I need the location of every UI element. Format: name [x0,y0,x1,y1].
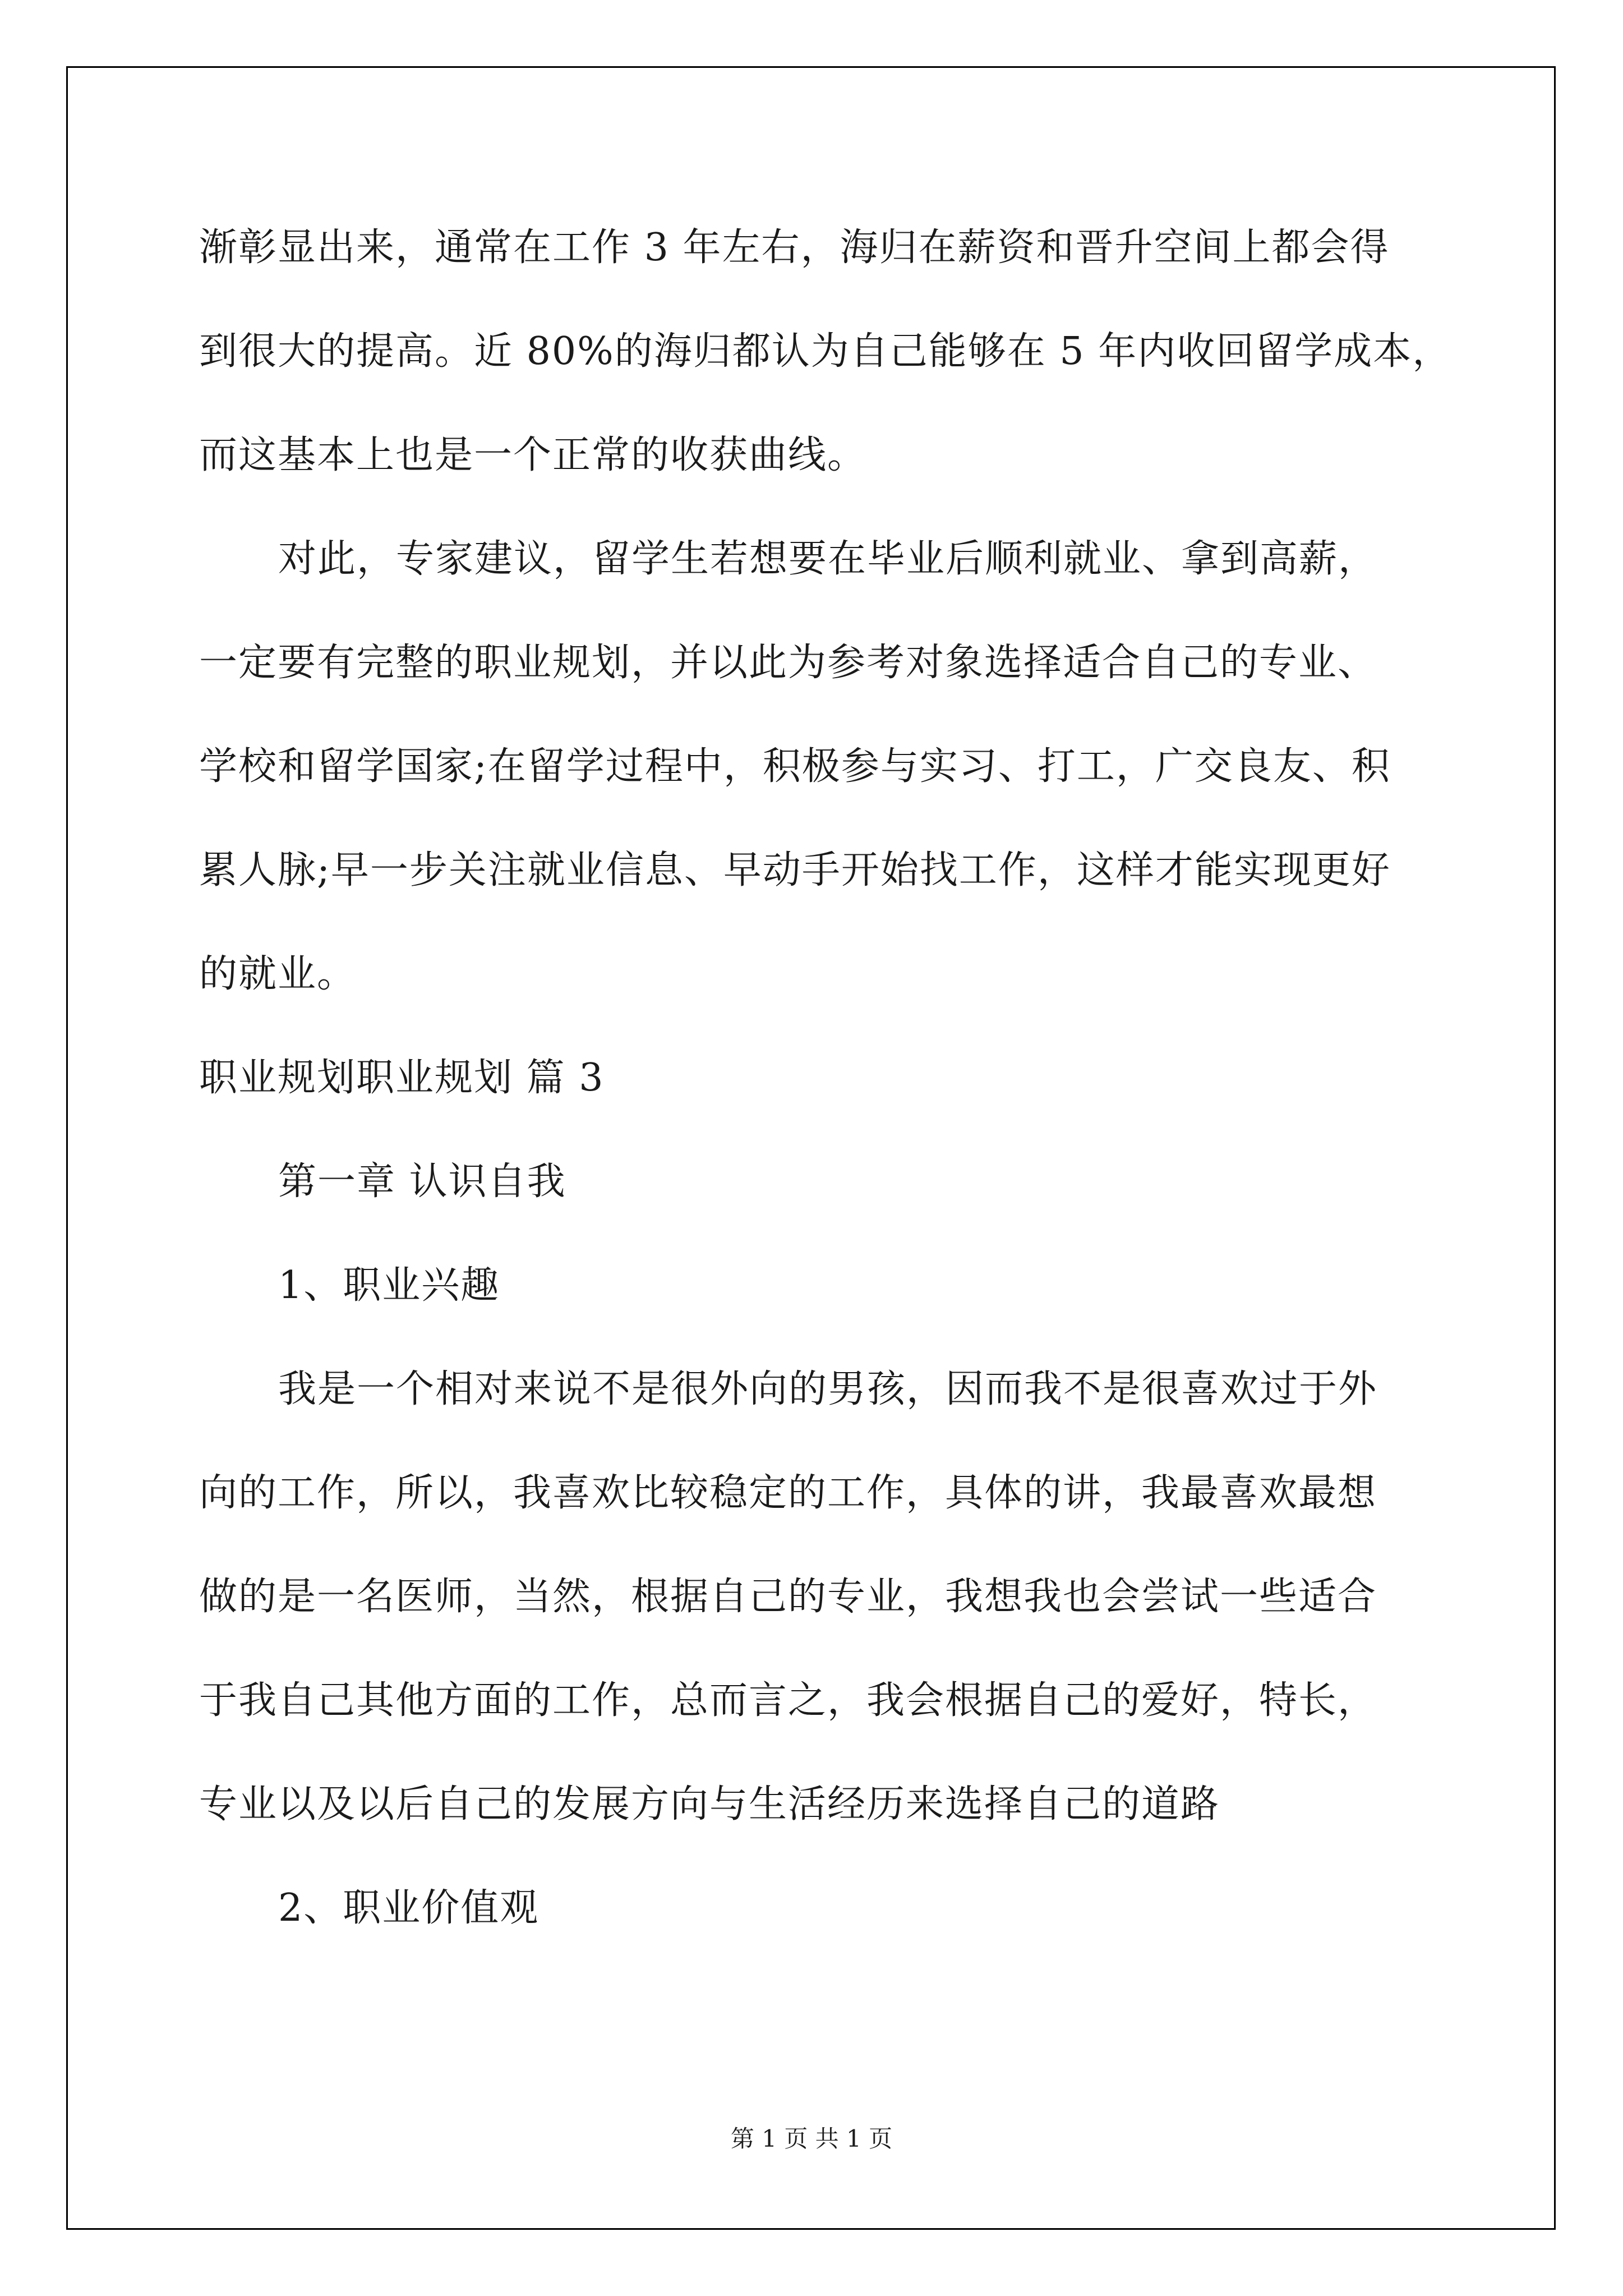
text-line: 做的是一名医师，当然，根据自己的专业，我想我也会尝试一些适合 [199,1575,1377,1619]
text-line: 向的工作，所以，我喜欢比较稳定的工作，具体的讲，我最喜欢最想 [199,1471,1377,1515]
text-line: 而这基本上也是一个正常的收获曲线。 [199,433,867,477]
text-line: 学校和留学国家;在留学过程中，积极参与实习、打工，广交良友、积 [199,744,1391,789]
page-footer: 第 1 页 共 1 页 [730,2125,893,2152]
text-line: 于我自己其他方面的工作，总而言之，我会根据自己的爱好，特长， [199,1678,1377,1723]
text-line: 专业以及以后自己的发展方向与生活经历来选择自己的道路 [199,1782,1220,1826]
section-heading: 职业规划职业规划 篇 3 [199,1056,605,1100]
text-line: 到很大的提高。近 80%的海归都认为自己能够在 5 年内收回留学成本， [199,329,1452,374]
text-line: 渐彰显出来，通常在工作 3 年左右，海归在薪资和晋升空间上都会得 [199,226,1390,270]
subsection-heading: 1、职业兴趣 [278,1263,500,1308]
text-line: 的就业。 [199,952,357,996]
text-line: 一定要有完整的职业规划，并以此为参考对象选择适合自己的专业、 [199,641,1377,685]
subsection-heading: 2、职业价值观 [278,1886,540,1930]
paragraph-start-line: 我是一个相对来说不是很外向的男孩，因而我不是很喜欢过于外 [278,1367,1378,1411]
text-line: 累人脉;早一步关注就业信息、早动手开始找工作，这样才能实现更好 [199,848,1391,892]
chapter-heading: 第一章 认识自我 [278,1159,566,1204]
paragraph-start-line: 对此，专家建议，留学生若想要在毕业后顺利就业、拿到高薪， [278,537,1378,581]
